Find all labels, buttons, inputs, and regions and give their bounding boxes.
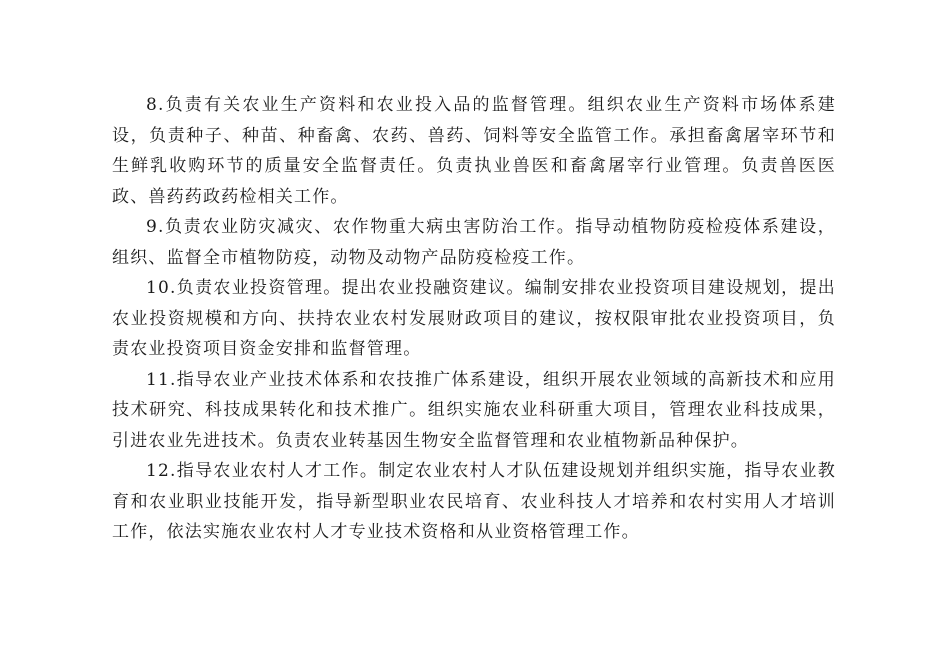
paragraph-12: 12.指导农业农村人才工作。制定农业农村人才队伍建设规划并组织实施，指导农业教育和农业职业技能开发，指导新型职业农民培育、农业科技人才培养和农村实用人才培训工作，依法实施农业农村人才专业技术资格和从业资格管理工作。	[112, 461, 836, 542]
paragraph-8: 8.负责有关农业生产资料和农业投入品的监督管理。组织农业生产资料市场体系建设，负责种子、种苗、种畜禽、农药、兽药、饲料等安全监管工作。承担畜禽屠宰环节和生鲜乳收购环节的质量安全监督责任。负责执业兽医和畜禽屠宰行业管理。负责兽医医政、兽药药政药检相关工作。	[112, 95, 836, 207]
paragraph-10: 10.负责农业投资管理。提出农业投融资建议。编制安排农业投资项目建设规划，提出农业投资规模和方向、扶持农业农村发展财政项目的建议，按权限审批农业投资项目，负责农业投资项目资金安排和监督管理。	[112, 278, 836, 359]
paragraph-11: 11.指导农业产业技术体系和农技推广体系建设，组织开展农业领域的高新技术和应用技术研究、科技成果转化和技术推广。组织实施农业科研重大项目，管理农业科技成果，引进农业先进技术。负责农业转基因生物安全监督管理和农业植物新品种保护。	[112, 369, 836, 451]
document-body	[112, 90, 836, 548]
paragraph-9: 9.负责农业防灾减灾、农作物重大病虫害防治工作。指导动植物防疫检疫体系建设，组织、监督全市植物防疫，动物及动物产品防疫检疫工作。	[112, 217, 836, 268]
